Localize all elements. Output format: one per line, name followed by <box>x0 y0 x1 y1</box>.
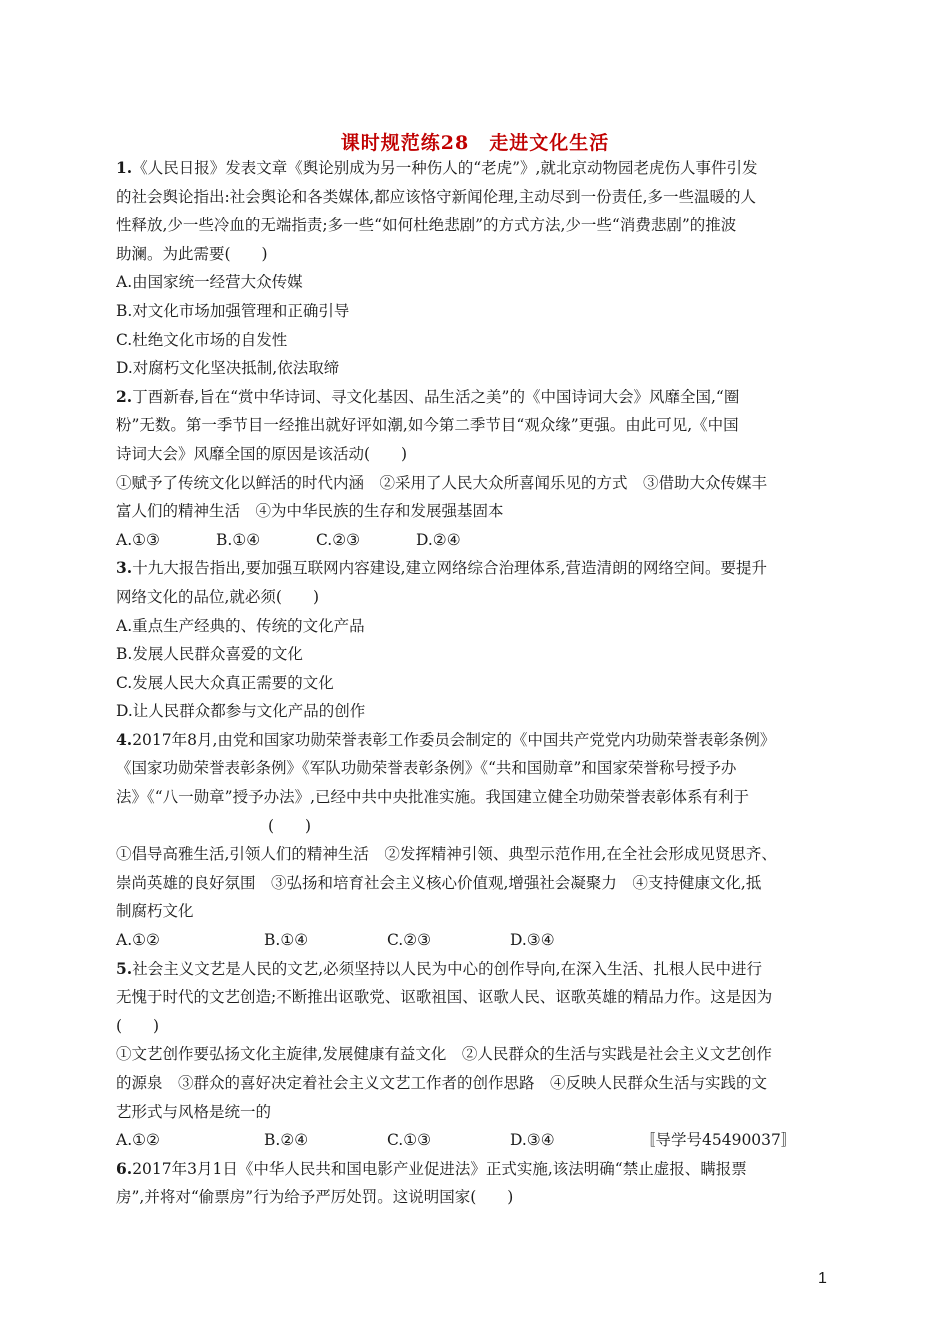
answer-option: C.②③ <box>316 530 361 549</box>
question-text: 2017年8月,由党和国家功勋荣誉表彰工作委员会制定的《中国共产党党内功勋荣誉表彰条例》 <box>132 730 776 749</box>
options-row <box>116 926 840 955</box>
answer-option: A.①③ <box>116 530 160 549</box>
question-number: 3. <box>116 558 133 578</box>
answer-option: B.①④ <box>216 530 261 549</box>
statement-text: 艺形式与风格是统一的 <box>116 1102 272 1121</box>
question-1 <box>116 154 840 383</box>
options-row <box>116 526 840 555</box>
answer-option: C.①③ <box>387 1131 432 1150</box>
statement-text: ①倡导高雅生活,引领人们的精神生活 ②发挥精神引领、典型示范作用,在全社会形成见贤思齐、 <box>116 845 777 864</box>
answer-option: C.发展人民大众真正需要的文化 <box>116 673 334 692</box>
question-text: 性释放,少一些冷血的无端指责;多一些“如何杜绝悲剧”的方式方法,少一些“消费悲剧”的推波 <box>116 216 737 235</box>
question-text: 法》《“八一勋章”授予办法》,已经中共中央批准实施。我国建立健全功勋荣誉表彰体系有利于 <box>116 788 750 807</box>
question-text: 《国家功勋荣誉表彰条例》《军队功勋荣誉表彰条例》《“共和国勋章”和国家荣誉称号授予办 <box>116 759 737 778</box>
page-title: 课时规范练28 走进文化生活 <box>340 132 610 154</box>
question-text: 无愧于时代的文艺创造;不断推出讴歌党、讴歌祖国、讴歌人民、讴歌英雄的精品力作。这是因为 <box>116 988 773 1007</box>
question-text: 助澜。为此需要( ) <box>116 244 268 263</box>
answer-option: D.③④ <box>510 1131 555 1150</box>
answer-option: B.对文化市场加强管理和正确引导 <box>116 301 350 320</box>
question-number: 2. <box>116 386 133 406</box>
answer-option: A.①② <box>116 1131 160 1150</box>
question-text: 网络文化的品位,就必须( ) <box>116 587 320 606</box>
answer-option: B.发展人民群众喜爱的文化 <box>116 645 303 664</box>
answer-option: D.③④ <box>510 931 555 950</box>
answer-option: C.②③ <box>387 931 432 950</box>
answer-option: D.②④ <box>416 530 461 549</box>
question-6 <box>116 1155 840 1212</box>
question-5 <box>116 955 840 1155</box>
question-3 <box>116 554 840 726</box>
statement-text: ①文艺创作要弘扬文化主旋律,发展健康有益文化 ②人民群众的生活与实践是社会主义文艺创作 <box>116 1045 772 1064</box>
question-list <box>116 154 840 1212</box>
question-text: 的社会舆论指出:社会舆论和各类媒体,都应该恪守新闻伦理,主动尽到一份责任,多一些温暖的人 <box>116 187 757 206</box>
question-text: 《人民日报》发表文章《舆论别成为另一种伤人的“老虎”》,就北京动物园老虎伤人事件引发 <box>132 159 758 177</box>
answer-option: A.由国家统一经营大众传媒 <box>116 273 303 292</box>
answer-option: D.让人民群众都参与文化产品的创作 <box>116 702 366 721</box>
reference-number: 〚导学号45490037〛 <box>640 1131 797 1150</box>
answer-option: D.对腐朽文化坚决抵制,依法取缔 <box>116 359 340 378</box>
answer-option: C.杜绝文化市场的自发性 <box>116 330 288 349</box>
statement-text: 的源泉 ③群众的喜好决定着社会主义文艺工作者的创作思路 ④反映人民群众生活与实践的文 <box>116 1074 768 1092</box>
page-number: 1 <box>818 1270 827 1287</box>
answer-blank: ( ) <box>116 1016 160 1035</box>
statement-text: 制腐朽文化 <box>116 902 194 921</box>
answer-option: B.①④ <box>264 931 309 950</box>
answer-option: B.②④ <box>264 1131 309 1150</box>
question-number: 6. <box>116 1158 133 1178</box>
question-text: 丁酉新春,旨在“赏中华诗词、寻文化基因、品生活之美”的《中国诗词大会》风靡全国,“圈 <box>132 387 740 406</box>
statement-text: 崇尚英雄的良好氛围 ③弘扬和培育社会主义核心价值观,增强社会凝聚力 ④支持健康文化,抵 <box>116 873 762 892</box>
question-number: 5. <box>116 958 133 978</box>
question-text: 房”,并将对“偷票房”行为给予严厉处罚。这说明国家( ) <box>116 1188 514 1207</box>
question-text: 诗词大会》风靡全国的原因是该活动( ) <box>116 444 408 463</box>
options-row <box>116 1126 840 1155</box>
question-4 <box>116 726 840 955</box>
question-number: 4. <box>116 729 133 749</box>
question-2 <box>116 383 840 555</box>
answer-option: A.①② <box>116 931 160 950</box>
statement-text: 富人们的精神生活 ④为中华民族的生存和发展强基固本 <box>116 502 504 521</box>
answer-blank: ( ) <box>268 816 312 835</box>
question-text: 社会主义文艺是人民的文艺,必须坚持以人民为中心的创作导向,在深入生活、扎根人民中进行 <box>132 959 763 978</box>
question-text: 粉”无数。第一季节目一经推出就好评如潮,如今第二季节目“观众缘”更强。由此可见,《中国 <box>116 416 739 435</box>
answer-option: A.重点生产经典的、传统的文化产品 <box>116 616 365 635</box>
question-number: 1. <box>116 158 133 177</box>
question-text: 十九大报告指出,要加强互联网内容建设,建立网络综合治理体系,营造清朗的网络空间。要提升 <box>132 559 767 578</box>
statement-text: ①赋予了传统文化以鲜活的时代内涵 ②采用了人民大众所喜闻乐见的方式 ③借助大众传媒丰 <box>116 473 768 492</box>
question-text: 2017年3月1日《中华人民共和国电影产业促进法》正式实施,该法明确“禁止虚报、瞒报票 <box>132 1159 747 1178</box>
